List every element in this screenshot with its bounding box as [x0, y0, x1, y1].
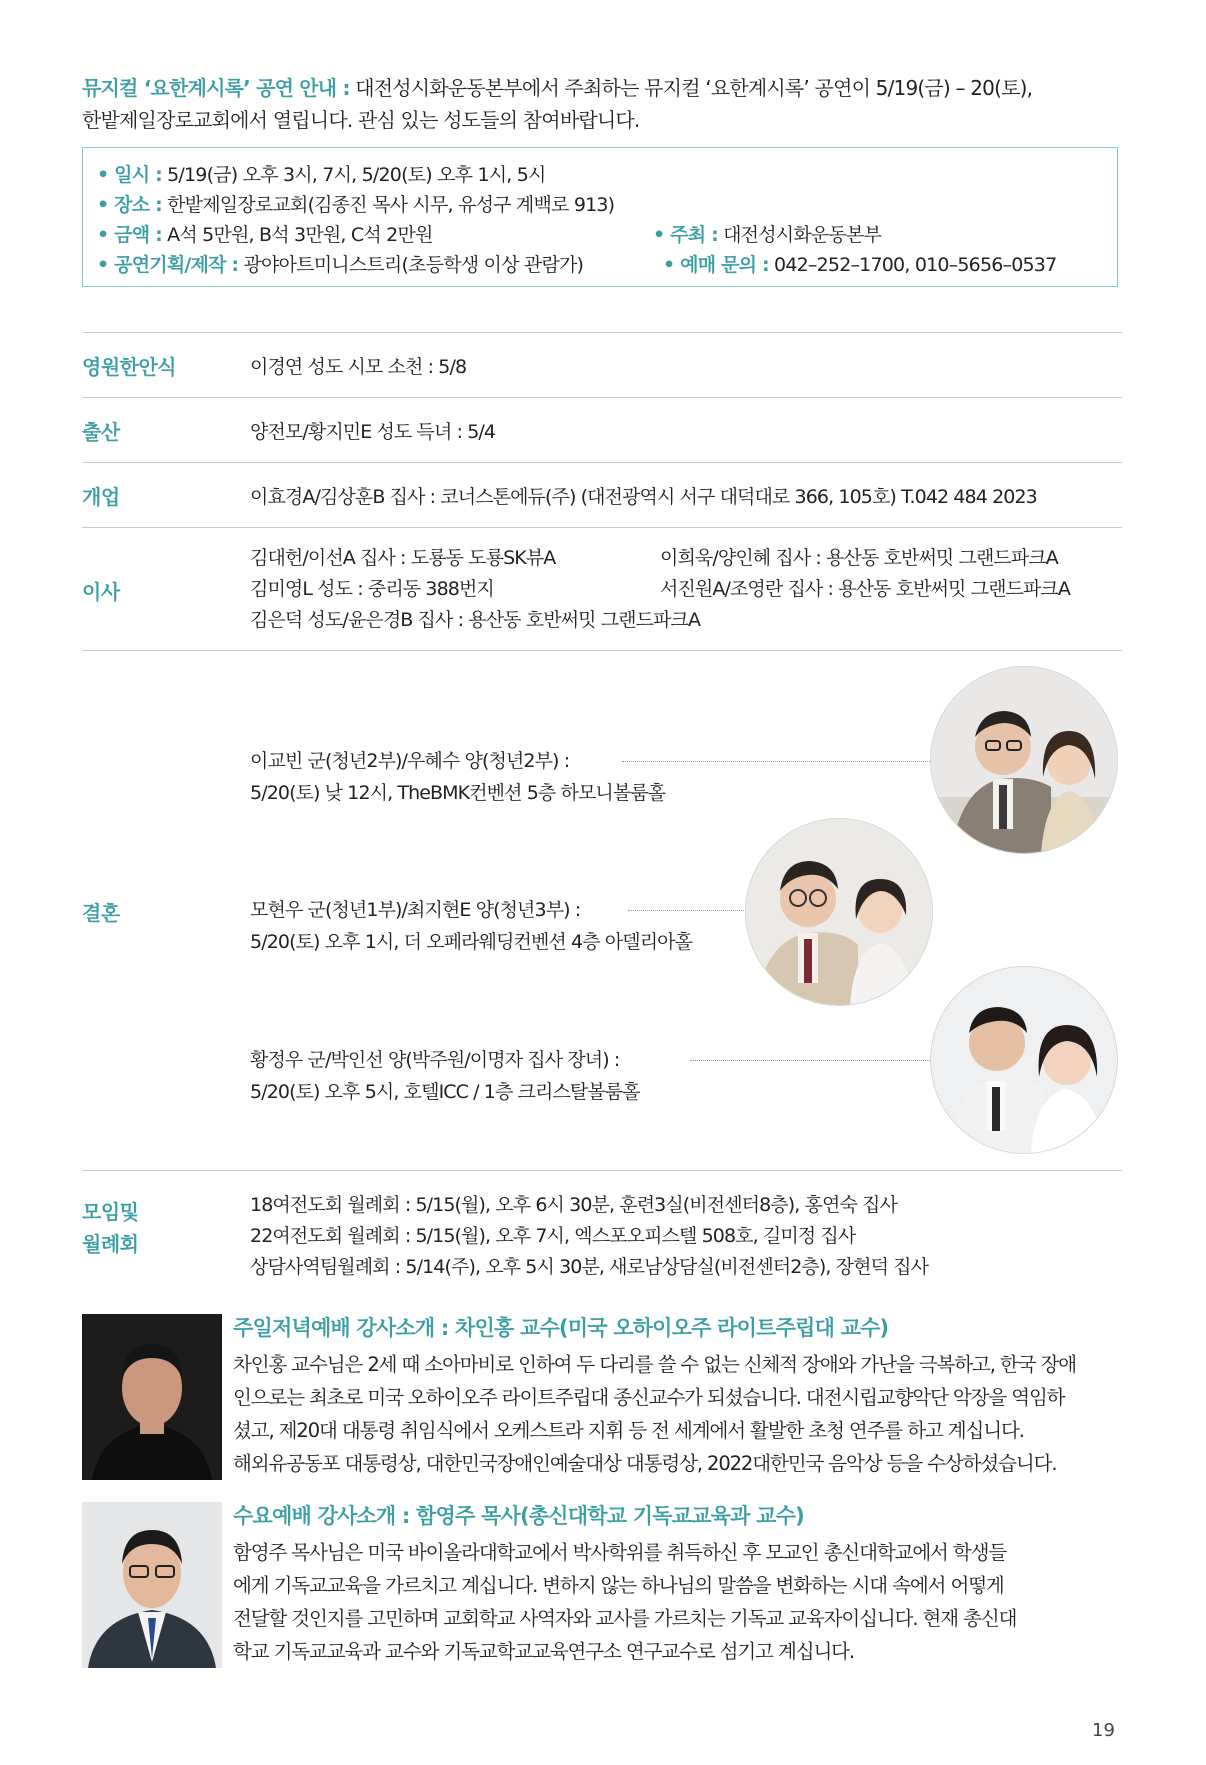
moving-item: 김미영L 성도 : 중리동 388번지 — [250, 578, 494, 600]
info-place: • 장소 : 한밭제일장로교회(김종진 목사 시무, 유성구 계백로 913) — [97, 194, 615, 216]
musical-announcement — [82, 72, 1122, 136]
musical-info-box — [82, 147, 1118, 287]
meeting-item: 18여전도회 월례회 : 5/15(월), 오후 6시 30분, 훈련3실(비전센터8층), 홍연숙 집사 — [250, 1194, 897, 1216]
divider — [82, 397, 1122, 398]
meeting-item: 상담사역팀월례회 : 5/14(주), 오후 5시 30분, 새로남상담실(비전센터2층), 장현덕 집사 — [250, 1256, 929, 1278]
musical-heading: 뮤지컬 ‘요한계시록’ 공연 안내 : — [82, 76, 350, 100]
moving-item: 이희욱/양인혜 집사 : 용산동 호반써밋 그랜드파크A — [660, 547, 1058, 569]
info-price: • 금액 : A석 5만원, B석 3만원, C석 2만원 — [97, 224, 433, 246]
info-booking: • 예매 문의 : 042–252–1700, 010–5656–0537 — [663, 254, 1057, 276]
wedding-couple-3-detail: 5/20(토) 오후 5시, 호텔ICC / 1층 크리스탈볼룸홀 — [250, 1081, 640, 1103]
couple-photo-2 — [745, 818, 933, 1006]
info-date: • 일시 : 5/19(금) 오후 3시, 7시, 5/20(토) 오후 1시, 5시 — [97, 164, 546, 186]
speaker-photo-1 — [82, 1314, 222, 1480]
category-business: 개업 — [82, 485, 120, 509]
business-text: 이효경A/김상훈B 집사 : 코너스톤에듀(주) (대전광역시 서구 대덕대로 366, 105호) T.042 484 2023 — [250, 486, 1037, 508]
moving-item: 김대헌/이선A 집사 : 도룡동 도룡SK뷰A — [250, 547, 556, 569]
category-moving: 이사 — [82, 580, 120, 604]
divider — [82, 1170, 1122, 1171]
page-number: 19 — [1092, 1720, 1115, 1741]
divider — [82, 527, 1122, 528]
wedding-couple-1-names: 이교빈 군(청년2부)/우혜수 양(청년2부) : — [250, 750, 570, 772]
category-condolence: 영원한안식 — [82, 355, 177, 379]
couple-photo-1 — [930, 666, 1118, 854]
leader-line — [690, 1060, 930, 1061]
wedding-couple-1-detail: 5/20(토) 낮 12시, TheBMK컨벤션 5층 하모니볼룸홀 — [250, 782, 666, 804]
category-meetings-1: 모임및 — [82, 1200, 139, 1224]
category-birth: 출산 — [82, 420, 120, 444]
moving-item: 김은덕 성도/윤은경B 집사 : 용산동 호반써밋 그랜드파크A — [250, 609, 701, 631]
info-production: • 공연기획/제작 : 광야아트미니스트리(초등학생 이상 관람가) — [97, 254, 584, 276]
speaker-1-bio: 차인홍 교수님은 2세 때 소아마비로 인하여 두 다리를 쓸 수 없는 신체적 장애와 가난을 극복하고, 한국 장애 인으로는 최초로 미국 오하이오주 라이트주립대 종신교수가 되셨습니다. 대전시립교향악단 악장을 역임하 셨고, 제20대 대통령 취임식에서 오케스트라 지휘 등 전 세계에서 활발한 초청 연주를 하고 계십니다. 해외유공동포 대통령상, 대한민국장애인예술대상 대통령상, 2022대한민국 음악상 등을 수상하셨습니다. — [233, 1353, 1076, 1475]
leader-line — [622, 761, 930, 762]
couple-photo-3 — [930, 966, 1118, 1154]
category-meetings-2: 월례회 — [82, 1232, 139, 1256]
speaker-2-bio: 함영주 목사님은 미국 바이올라대학교에서 박사학위를 취득하신 후 모교인 총신대학교에서 학생들 에게 기독교교육을 가르치고 계십니다. 변하지 않는 하나님의 말씀을 변화하는 시대 속에서 어떻게 전달할 것인지를 고민하며 교회학교 사역자와 교사를 가르치는 기독교 교육자이십니다. 현재 총신대 학교 기독교교육과 교수와 기독교학교교육연구소 연구교수로 섬기고 계십니다. — [233, 1541, 1017, 1663]
divider — [82, 332, 1122, 333]
musical-text-2: 한밭제일장로교회에서 열립니다. 관심 있는 성도들의 참여바랍니다. — [82, 108, 640, 132]
moving-item: 서진원A/조영란 집사 : 용산동 호반써밋 그랜드파크A — [660, 578, 1070, 600]
wedding-couple-2-names: 모현우 군(청년1부)/최지현E 양(청년3부) : — [250, 899, 581, 921]
divider — [82, 650, 1122, 651]
birth-text: 양전모/황지민E 성도 득녀 : 5/4 — [250, 421, 496, 443]
speaker-1-title: 주일저녁예배 강사소개 : 차인홍 교수(미국 오하이오주 라이트주립대 교수) — [233, 1316, 889, 1340]
condolence-text: 이경연 성도 시모 소천 : 5/8 — [250, 356, 467, 378]
speaker-photo-2 — [82, 1502, 222, 1668]
musical-text-1: 대전성시화운동본부에서 주최하는 뮤지컬 ‘요한계시록’ 공연이 5/19(금) – 20(토), — [349, 76, 1033, 100]
speaker-2-title: 수요예배 강사소개 : 함영주 목사(총신대학교 기독교교육과 교수) — [233, 1504, 804, 1528]
divider — [82, 462, 1122, 463]
wedding-couple-2-detail: 5/20(토) 오후 1시, 더 오페라웨딩컨벤션 4층 아델리아홀 — [250, 931, 693, 953]
category-wedding: 결혼 — [82, 901, 120, 925]
wedding-couple-3-names: 황정우 군/박인선 양(박주원/이명자 집사 장녀) : — [250, 1049, 620, 1071]
leader-line — [628, 910, 746, 911]
info-host: • 주최 : 대전성시화운동본부 — [653, 224, 882, 246]
meeting-item: 22여전도회 월례회 : 5/15(월), 오후 7시, 엑스포오피스텔 508호, 길미정 집사 — [250, 1225, 856, 1247]
